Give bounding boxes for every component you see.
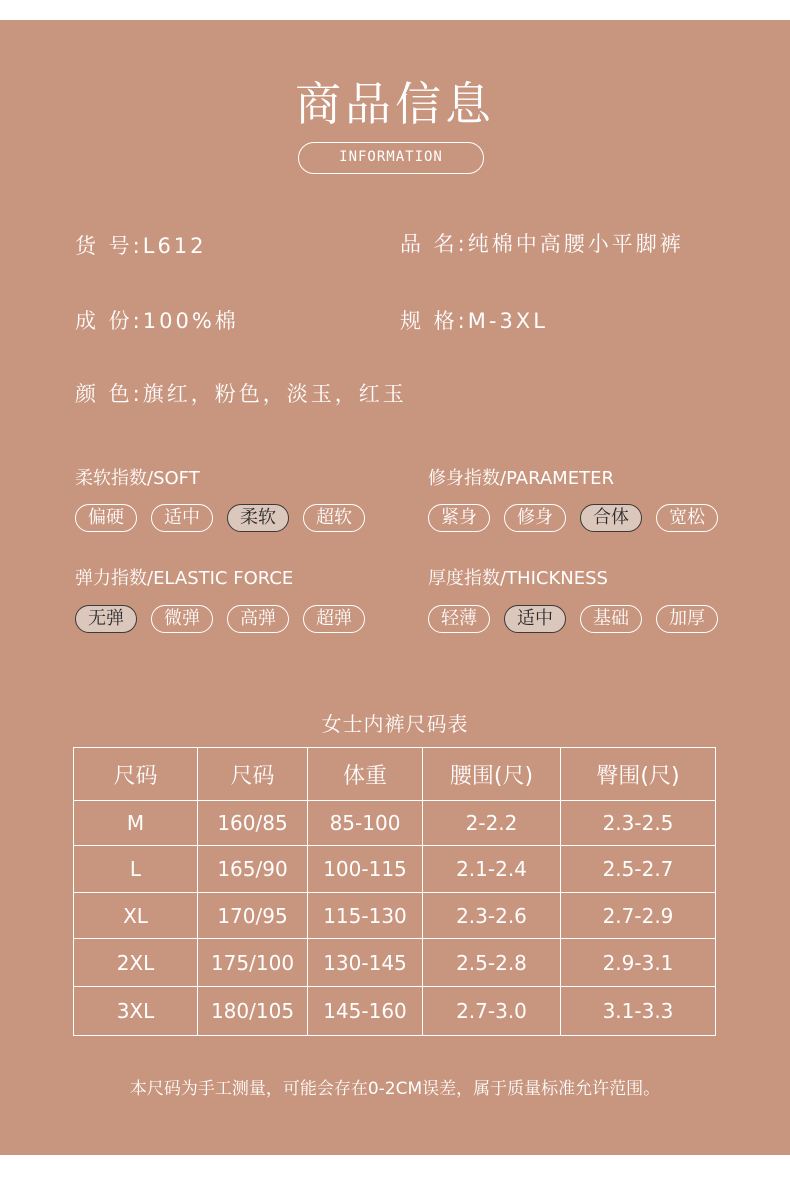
table-cell: 180/105 xyxy=(198,987,308,1036)
table-header-row xyxy=(74,748,716,801)
table-cell: XL xyxy=(74,893,198,939)
table-cell: 165/90 xyxy=(198,846,308,893)
fit-option: 紧身 xyxy=(428,504,490,532)
column-header: 腰围(尺) xyxy=(423,748,561,801)
table-cell: 85-100 xyxy=(308,801,423,846)
fit-option: 合体 xyxy=(580,504,642,532)
column-header: 尺码 xyxy=(74,748,198,801)
size-table xyxy=(73,747,716,1036)
table-row xyxy=(74,893,716,939)
table-cell: 2-2.2 xyxy=(423,801,561,846)
soft-option: 超软 xyxy=(303,504,365,532)
soft-index-options xyxy=(75,504,365,532)
table-cell: 2.1-2.4 xyxy=(423,846,561,893)
thickness-index-options xyxy=(428,605,718,633)
table-row xyxy=(74,801,716,846)
table-cell: 3XL xyxy=(74,987,198,1036)
table-cell: 2.5-2.7 xyxy=(561,846,716,893)
product-name: 品 名:纯棉中高腰小平脚裤 xyxy=(400,232,684,256)
measurement-note: 本尺码为手工测量，可能会存在0-2CM误差，属于质量标准允许范围。 xyxy=(129,1079,661,1099)
thickness-option: 基础 xyxy=(580,605,642,633)
table-row xyxy=(74,987,716,1036)
table-cell: 145-160 xyxy=(308,987,423,1036)
soft-index-label: 柔软指数/SOFT xyxy=(75,468,200,489)
elastic-option: 高弹 xyxy=(227,605,289,633)
fit-index-label: 修身指数/PARAMETER xyxy=(428,468,614,489)
subtitle-badge: INFORMATION xyxy=(298,142,484,174)
table-cell: M xyxy=(74,801,198,846)
thickness-index-label: 厚度指数/THICKNESS xyxy=(428,568,608,589)
size-table-title: 女士内裤尺码表 xyxy=(321,712,469,736)
table-cell: 2.5-2.8 xyxy=(423,939,561,987)
elastic-option: 无弹 xyxy=(75,605,137,633)
table-row xyxy=(74,846,716,893)
elastic-option: 微弹 xyxy=(151,605,213,633)
item-number: 货 号:L612 xyxy=(75,234,207,258)
table-cell: 2.7-2.9 xyxy=(561,893,716,939)
elastic-option: 超弹 xyxy=(303,605,365,633)
table-cell: 3.1-3.3 xyxy=(561,987,716,1036)
table-cell: 115-130 xyxy=(308,893,423,939)
table-cell: 2.7-3.0 xyxy=(423,987,561,1036)
column-header: 体重 xyxy=(308,748,423,801)
soft-option: 适中 xyxy=(151,504,213,532)
table-cell: 160/85 xyxy=(198,801,308,846)
elastic-index-options xyxy=(75,605,365,633)
table-cell: 2.9-3.1 xyxy=(561,939,716,987)
table-cell: 2.3-2.6 xyxy=(423,893,561,939)
table-row xyxy=(74,939,716,987)
table-cell: L xyxy=(74,846,198,893)
product-info-card xyxy=(0,20,790,1155)
spec: 规 格:M-3XL xyxy=(400,309,548,333)
column-header: 臀围(尺) xyxy=(561,748,716,801)
thickness-option: 轻薄 xyxy=(428,605,490,633)
table-cell: 170/95 xyxy=(198,893,308,939)
table-cell: 130-145 xyxy=(308,939,423,987)
elastic-index-label: 弹力指数/ELASTIC FORCE xyxy=(75,568,294,589)
table-cell: 2.3-2.5 xyxy=(561,801,716,846)
table-cell: 175/100 xyxy=(198,939,308,987)
thickness-option: 加厚 xyxy=(656,605,718,633)
table-cell: 2XL xyxy=(74,939,198,987)
page-title: 商品信息 xyxy=(295,77,495,131)
material: 成 份:100%棉 xyxy=(75,309,239,333)
table-cell: 100-115 xyxy=(308,846,423,893)
fit-option: 宽松 xyxy=(656,504,718,532)
colors: 颜 色:旗红，粉色，淡玉，红玉 xyxy=(75,382,407,406)
fit-option: 修身 xyxy=(504,504,566,532)
fit-index-options xyxy=(428,504,718,532)
column-header: 尺码 xyxy=(198,748,308,801)
soft-option: 柔软 xyxy=(227,504,289,532)
soft-option: 偏硬 xyxy=(75,504,137,532)
thickness-option: 适中 xyxy=(504,605,566,633)
